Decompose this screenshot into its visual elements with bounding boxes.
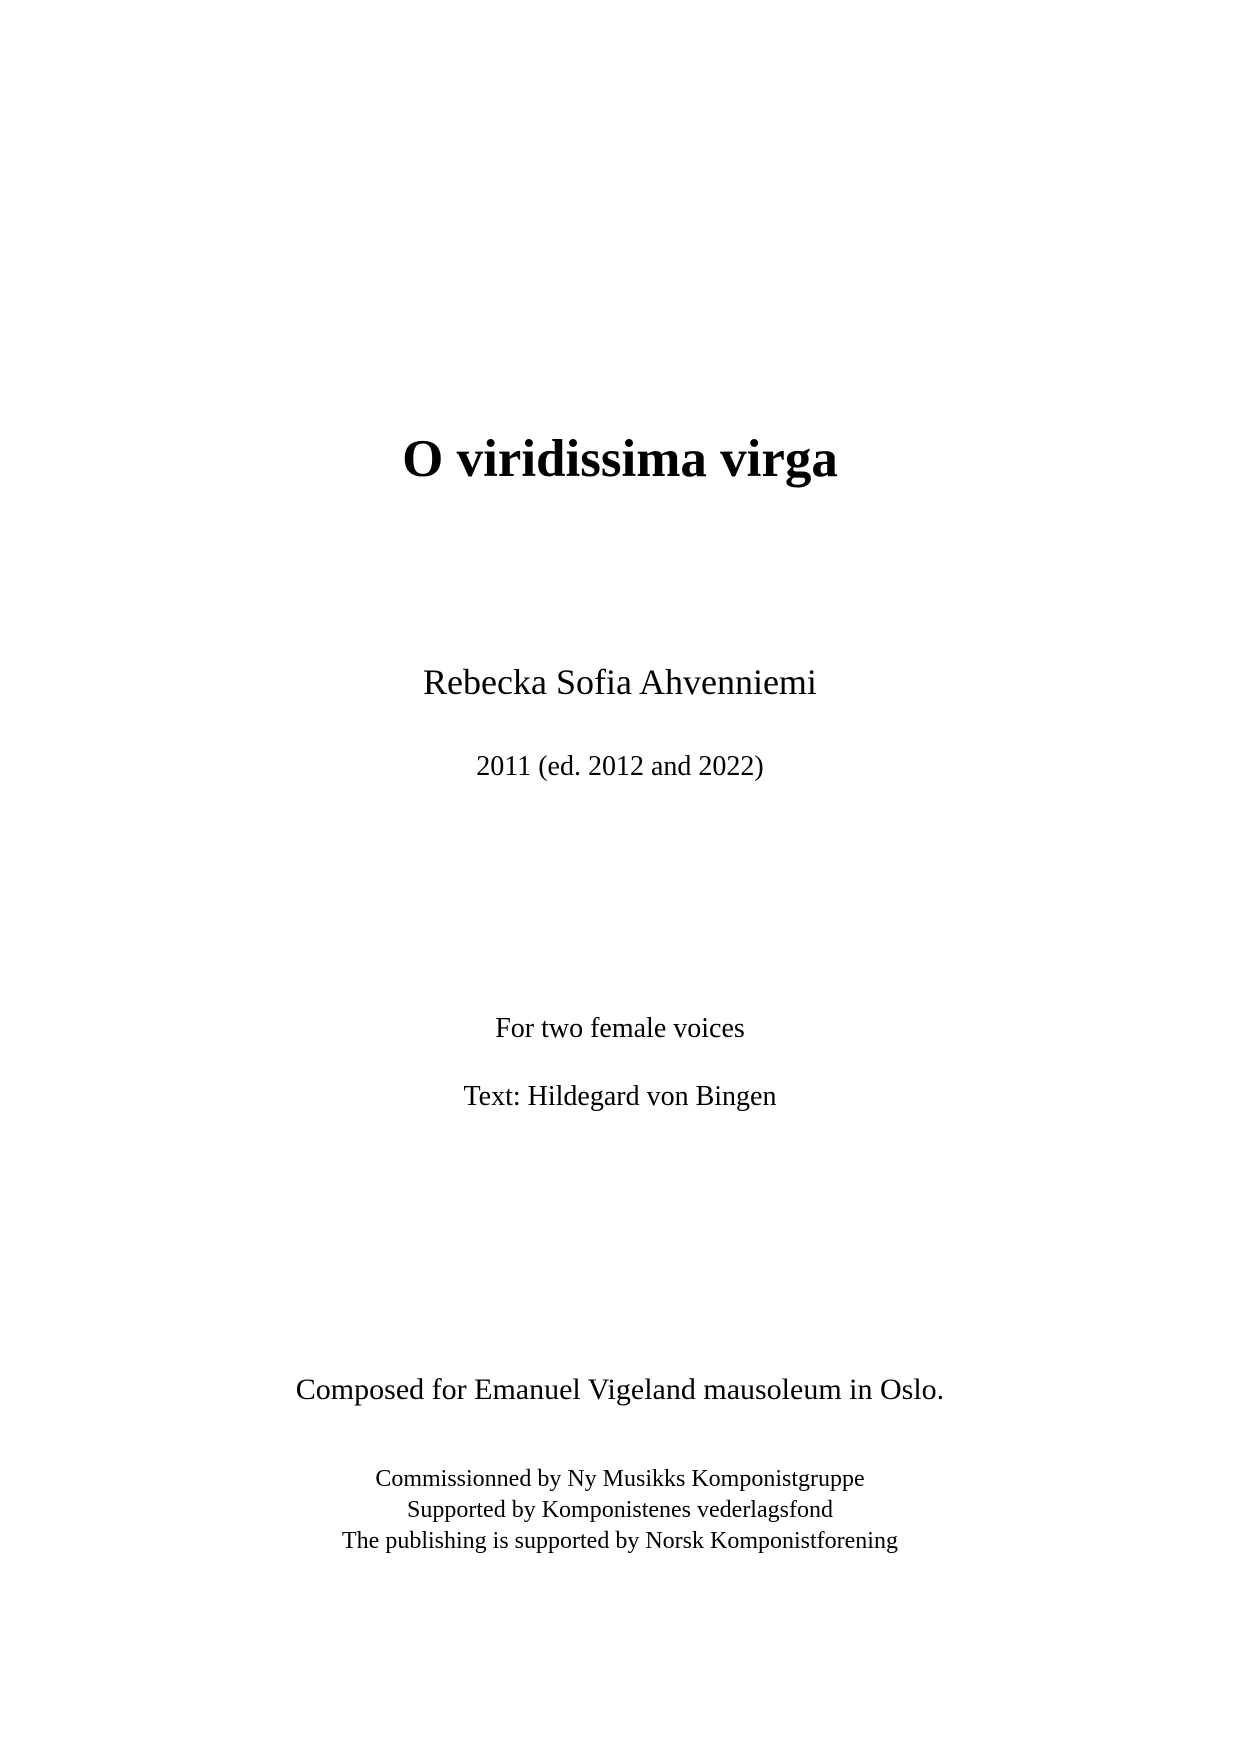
work-title: O viridissima virga bbox=[402, 430, 838, 488]
composer-name: Rebecka Sofia Ahvenniemi bbox=[423, 662, 817, 702]
credits-block bbox=[0, 1464, 1240, 1557]
composition-date: 2011 (ed. 2012 and 2022) bbox=[476, 751, 764, 782]
support-credit: Supported by Komponistenes vederlagsfond bbox=[407, 1497, 833, 1523]
text-author: Text: Hildegard von Bingen bbox=[463, 1081, 777, 1112]
commission-credit: Commissionned by Ny Musikks Komponistgruppe bbox=[375, 1466, 865, 1492]
publishing-credit: The publishing is supported by Norsk Komponistforening bbox=[342, 1528, 898, 1554]
instrumentation: For two female voices bbox=[495, 1013, 745, 1044]
dedication: Composed for Emanuel Vigeland mausoleum in Oslo. bbox=[295, 1373, 945, 1406]
